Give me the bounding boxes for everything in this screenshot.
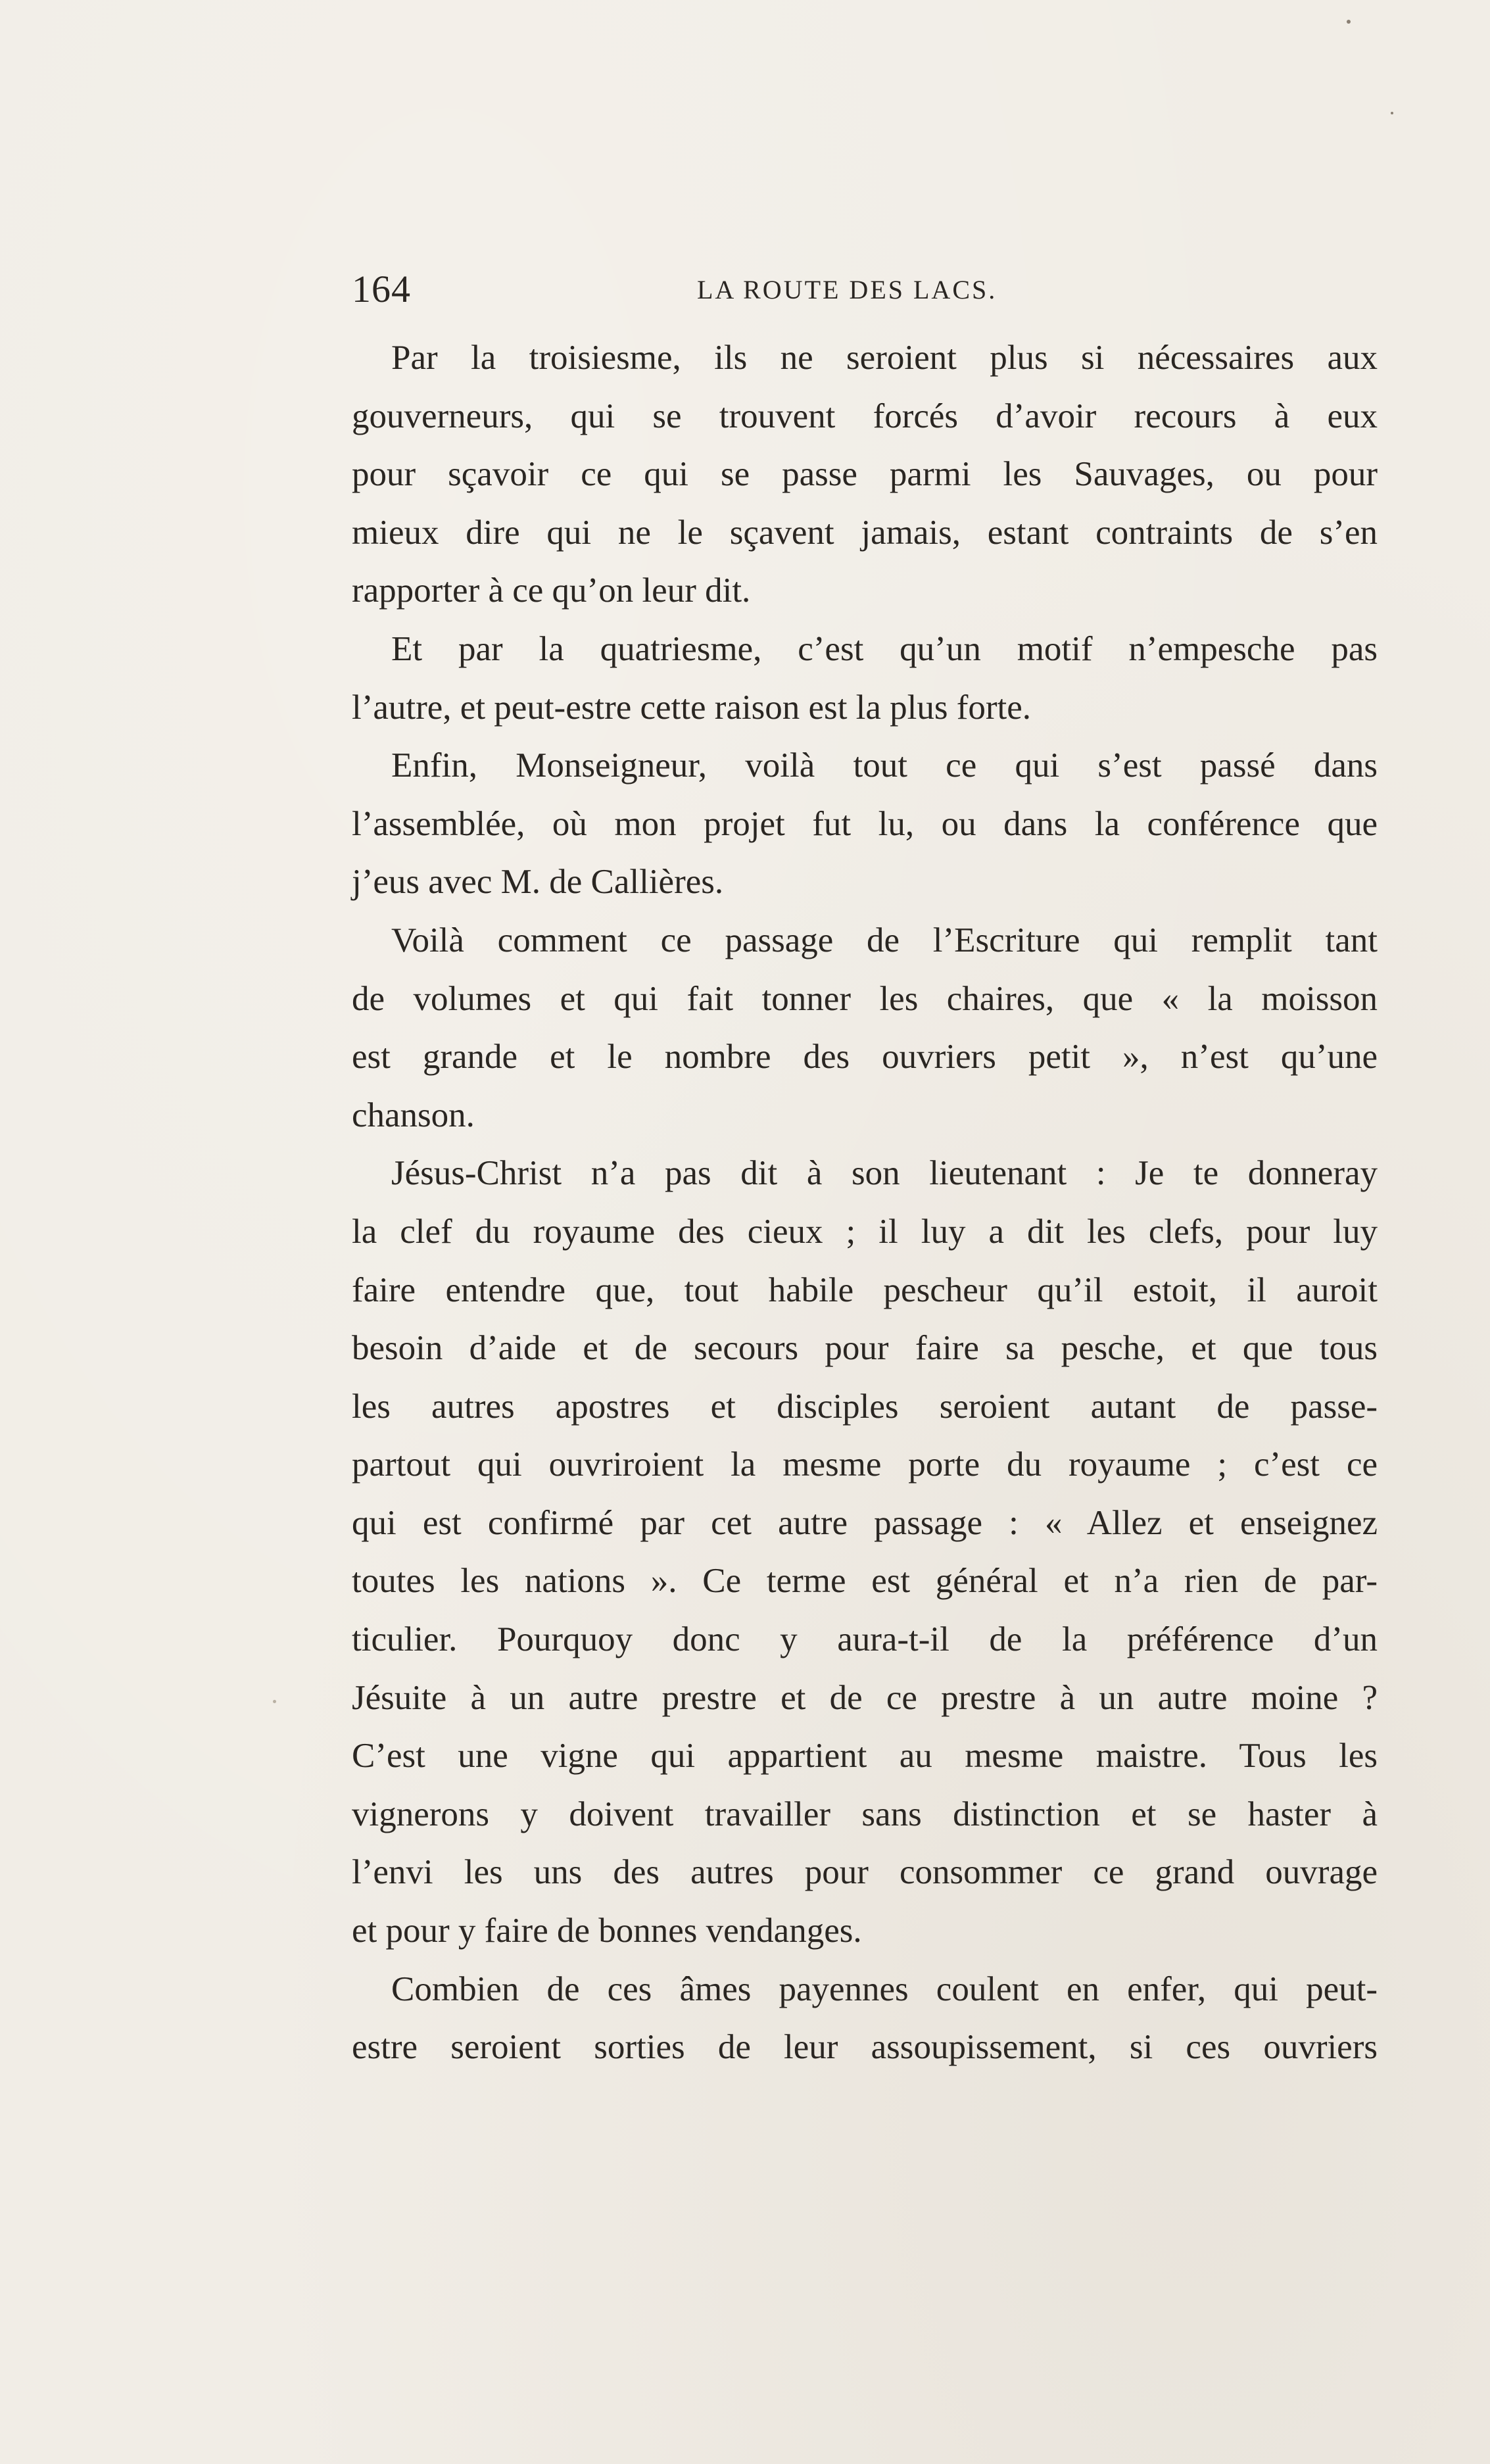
paragraph-6 bbox=[352, 1960, 1378, 2077]
paragraph-3 bbox=[352, 737, 1378, 911]
text-line: Voilà comment ce passage de l’Escriture qui remplit tant bbox=[391, 921, 1378, 959]
page-header bbox=[352, 266, 1378, 312]
running-title: LA ROUTE DES LACS. bbox=[697, 275, 997, 304]
text-line: vignerons y doivent travailler sans distinction et se haster à bbox=[352, 1795, 1378, 1833]
text-line: chanson. bbox=[352, 1096, 475, 1134]
text-line: est grande et le nombre des ouvriers petit », n’est qu’une bbox=[352, 1038, 1378, 1076]
text-line: qui est confirmé par cet autre passage : « Allez et enseignez bbox=[352, 1503, 1378, 1542]
text-line: les autres apostres et disciples seroient autant de passe- bbox=[352, 1387, 1378, 1426]
text-line: Par la troisiesme, ils ne seroient plus si nécessaires aux bbox=[391, 339, 1378, 377]
paper-speck bbox=[1391, 112, 1393, 114]
paragraph-1 bbox=[352, 329, 1378, 620]
text-line: l’assemblée, où mon projet fut lu, ou dans la conférence que bbox=[352, 804, 1378, 843]
text-line: ticulier. Pourquoy donc y aura-t-il de la préférence d’un bbox=[352, 1620, 1378, 1659]
paragraph-2 bbox=[352, 620, 1378, 737]
paper-speck bbox=[273, 1700, 276, 1703]
page-number: 164 bbox=[352, 268, 411, 310]
paragraph-4 bbox=[352, 911, 1378, 1144]
text-line: Combien de ces âmes payennes coulent en enfer, qui peut- bbox=[391, 1969, 1378, 2008]
text-line: C’est une vigne qui appartient au mesme maistre. Tous les bbox=[352, 1737, 1378, 1776]
text-line: partout qui ouvriroient la mesme porte du royaume ; c’est ce bbox=[352, 1445, 1378, 1484]
text-line: Jésuite à un autre prestre et de ce prestre à un autre moine ? bbox=[352, 1678, 1378, 1717]
text-line: faire entendre que, tout habile pescheur qu’il estoit, il auroit bbox=[352, 1270, 1378, 1309]
text-line: Jésus-Christ n’a pas dit à son lieutenant : Je te donneray bbox=[391, 1154, 1378, 1193]
text-line: et pour y faire de bonnes vendanges. bbox=[352, 1912, 862, 1950]
text-line: gouverneurs, qui se trouvent forcés d’avoir recours à eux bbox=[352, 397, 1378, 435]
text-line: Enfin, Monseigneur, voilà tout ce qui s’est passé dans bbox=[391, 746, 1378, 785]
text-line: la clef du royaume des cieux ; il luy a dit les clefs, pour luy bbox=[352, 1212, 1378, 1251]
text-line: j’eus avec M. de Callières. bbox=[352, 863, 724, 902]
paper-speck bbox=[1347, 20, 1351, 24]
text-line: l’autre, et peut-estre cette raison est la plus forte. bbox=[352, 688, 1032, 727]
text-line: l’envi les uns des autres pour consommer ce grand ouvrage bbox=[352, 1853, 1378, 1892]
text-line: besoin d’aide et de secours pour faire sa pesche, et que tous bbox=[352, 1329, 1378, 1368]
text-line: Et par la quatriesme, c’est qu’un motif n’empesche pas bbox=[391, 629, 1378, 668]
text-line: toutes les nations ». Ce terme est général et n’a rien de par- bbox=[352, 1562, 1378, 1601]
paragraph-5 bbox=[352, 1144, 1378, 1960]
body-text bbox=[352, 329, 1378, 2077]
text-line: pour sçavoir ce qui se passe parmi les Sauvages, ou pour bbox=[352, 455, 1378, 494]
text-line: de volumes et qui fait tonner les chaires, que « la moisson bbox=[352, 979, 1378, 1018]
text-line: mieux dire qui ne le sçavent jamais, estant contraints de s’en bbox=[352, 513, 1378, 552]
text-line: rapporter à ce qu’on leur dit. bbox=[352, 571, 751, 610]
text-line: estre seroient sorties de leur assoupissement, si ces ouvriers bbox=[352, 2028, 1378, 2067]
